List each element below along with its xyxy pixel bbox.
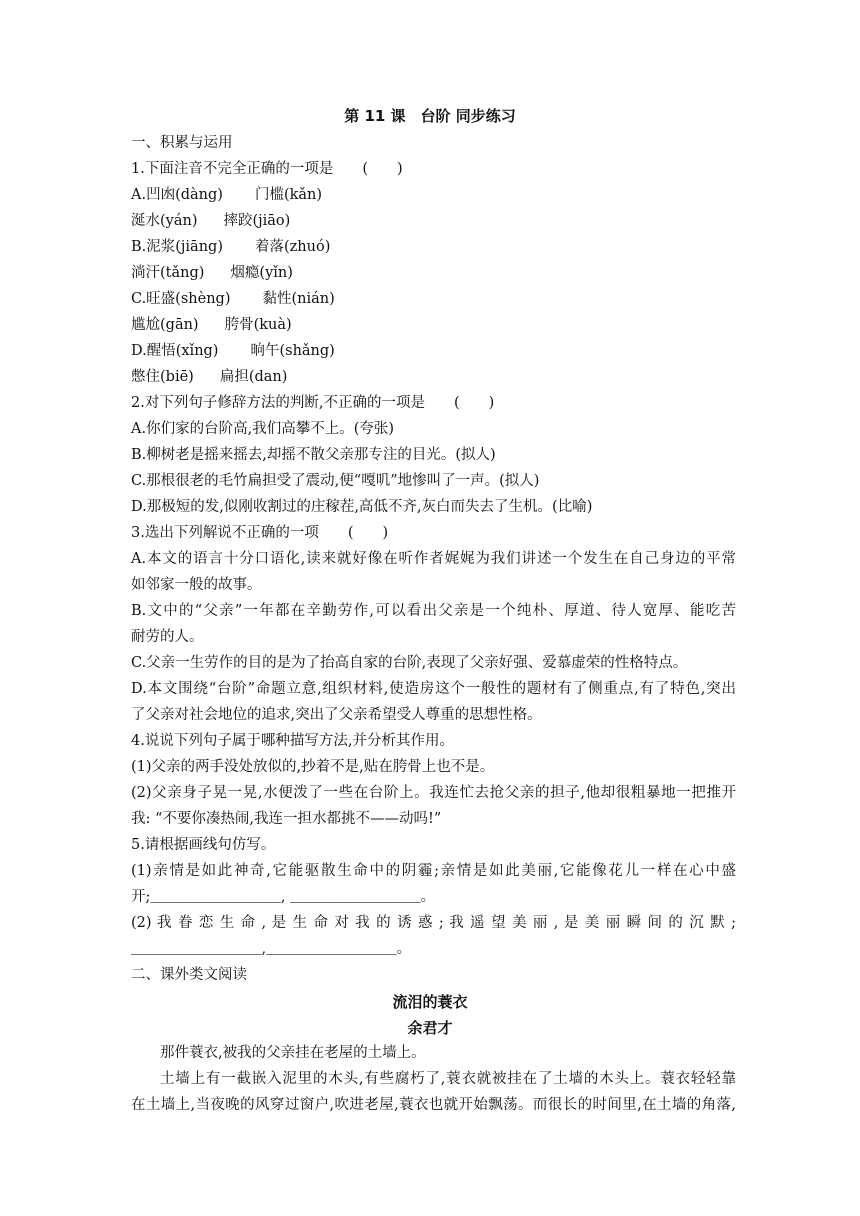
q3-option-b-line2: 耐劳的人。 (131, 629, 204, 645)
q1-option-a-line1 (131, 185, 736, 205)
section-heading-2: 二、课外类文阅读 (131, 967, 247, 983)
q1-b-word4: 烟瘾(yǐn) (230, 265, 293, 281)
q2-option-b: B.柳树老是摇来摇去,却摇不散父亲那专注的目光。(拟人) (131, 447, 496, 463)
q1-option-d-line2 (131, 367, 736, 387)
q3-option-d-line2: 了父亲对社会地位的追求,突出了父亲希望受人尊重的思想性格。 (131, 707, 542, 723)
q1-b-word3: 淌汗(tǎng) (131, 265, 205, 281)
q1-option-b-line2 (131, 263, 736, 283)
q4-sentence-2-line1: (2)父亲身子晃一晃,水便泼了一些在台阶上。我连忙去抢父亲的担子,他却很粗暴地一把推开 (131, 785, 736, 801)
q3-option-a-line2: 如邻家一般的故事。 (131, 577, 262, 593)
q3-option-b-line1: B.文中的“父亲”一年都在辛勤劳作,可以看出父亲是一个纯朴、厚道、待人宽厚、能吃苦 (131, 603, 736, 619)
reading-paragraph-2-line2: 在土墙上,当夜晚的风穿过窗户,吹进老屋,蓑衣也就开始飘荡。而很长的时间里,在土墙的角落, (131, 1097, 736, 1113)
section-heading-1: 一、积累与运用 (131, 135, 233, 151)
q1-d-word1: D.醒悟(xǐng) (131, 343, 219, 359)
q4-sentence-1: (1)父亲的两手没处放似的,抄着不是,贴在胯骨上也不是。 (131, 759, 495, 775)
q1-b-word1: B.泥浆(jiāng) (131, 239, 223, 255)
q3-option-d-line1: D.本文围绕“台阶”命题立意,组织材料,使造房这个一般性的题材有了侧重点,有了特色,突出 (131, 681, 736, 697)
q1-d-word4: 扁担(dan) (219, 369, 288, 385)
q2-option-d: D.那极短的发,似刚收割过的庄稼茬,高低不齐,灰白而失去了生机。(比喻) (131, 499, 593, 515)
q3-option-a-line1: A.本文的语言十分口语化,读来就好像在听作者娓娓为我们讲述一个发生在自己身边的平常 (131, 551, 736, 567)
q1-option-c-line1 (131, 289, 736, 309)
reading-paragraph-2-line1: 土墙上有一截嵌入泥里的木头,有些腐朽了,蓑衣就被挂在了土墙的木头上。蓑衣轻轻靠 (160, 1071, 736, 1087)
question-3-stem: 3.选出下列解说不正确的一项 ( ) (131, 525, 389, 541)
reading-paragraph-1: 那件蓑衣,被我的父亲挂在老屋的土墙上。 (160, 1045, 426, 1061)
reading-title: 流泪的蓑衣 (392, 993, 468, 1011)
q1-d-word2: 晌午(shǎng) (250, 343, 335, 359)
q1-option-b-line1 (131, 237, 736, 257)
reading-author: 余君才 (407, 1019, 453, 1037)
q1-a-word4: 摔跤(jiāo) (223, 213, 291, 229)
q1-a-word2: 门槛(kǎn) (254, 187, 323, 203)
q1-c-word2: 黏性(nián) (262, 291, 335, 307)
q3-option-c: C.父亲一生劳作的目的是为了抬高自家的台阶,表现了父亲好强、爱慕虚荣的性格特点。 (131, 655, 688, 671)
q5-item-2-line2: ＿＿＿＿＿＿＿＿＿,＿＿＿＿＿＿＿＿＿。 (131, 941, 412, 957)
question-4-stem: 4.说说下列句子属于哪种描写方法,并分析其作用。 (131, 733, 454, 749)
q1-d-word3: 憋住(biē) (131, 369, 194, 385)
q1-c-word1: C.旺盛(shèng) (131, 291, 231, 307)
q1-option-a-line2 (131, 211, 736, 231)
question-1-stem: 1.下面注音不完全正确的一项是 ( ) (131, 161, 403, 177)
q5-item-1-line1: (1)亲情是如此神奇,它能驱散生命中的阴霾;亲情是如此美丽,它能像花儿一样在心中盛 (131, 863, 736, 879)
page-title: 第 11 课 台阶 同步练习 (344, 107, 516, 125)
q5-item-1-line2: 开;＿＿＿＿＿＿＿＿＿, ＿＿＿＿＿＿＿＿＿。 (131, 889, 436, 905)
q1-a-word3: 涎水(yán) (131, 213, 198, 229)
question-5-stem: 5.请根据画线句仿写。 (131, 837, 276, 853)
q1-a-word1: A.凹凼(dàng) (131, 187, 223, 203)
question-2-stem: 2.对下列句子修辞方法的判断,不正确的一项是 ( ) (131, 395, 495, 411)
q1-option-d-line1 (131, 341, 736, 361)
q2-option-c: C.那根很老的毛竹扁担受了震动,便“嘎叽”地惨叫了一声。(拟人) (131, 473, 540, 489)
q4-sentence-2-line2: 我: “不要你凑热闹,我连一担水都挑不——动吗!” (131, 811, 442, 827)
q2-option-a: A.你们家的台阶高,我们高攀不上。(夸张) (131, 421, 395, 437)
q5-item-2-line1: (2) 我 眷 恋 生 命 , 是 生 命 对 我 的 诱 惑 ; 我 遥 望 美 丽 , 是 美 丽 瞬 间 的 沉 默 ; (131, 915, 736, 931)
q1-c-word4: 胯骨(kuà) (224, 317, 292, 333)
q1-b-word2: 着落(zhuó) (254, 239, 331, 255)
q1-c-word3: 尴尬(gān) (131, 317, 199, 333)
q1-option-c-line2 (131, 315, 736, 335)
